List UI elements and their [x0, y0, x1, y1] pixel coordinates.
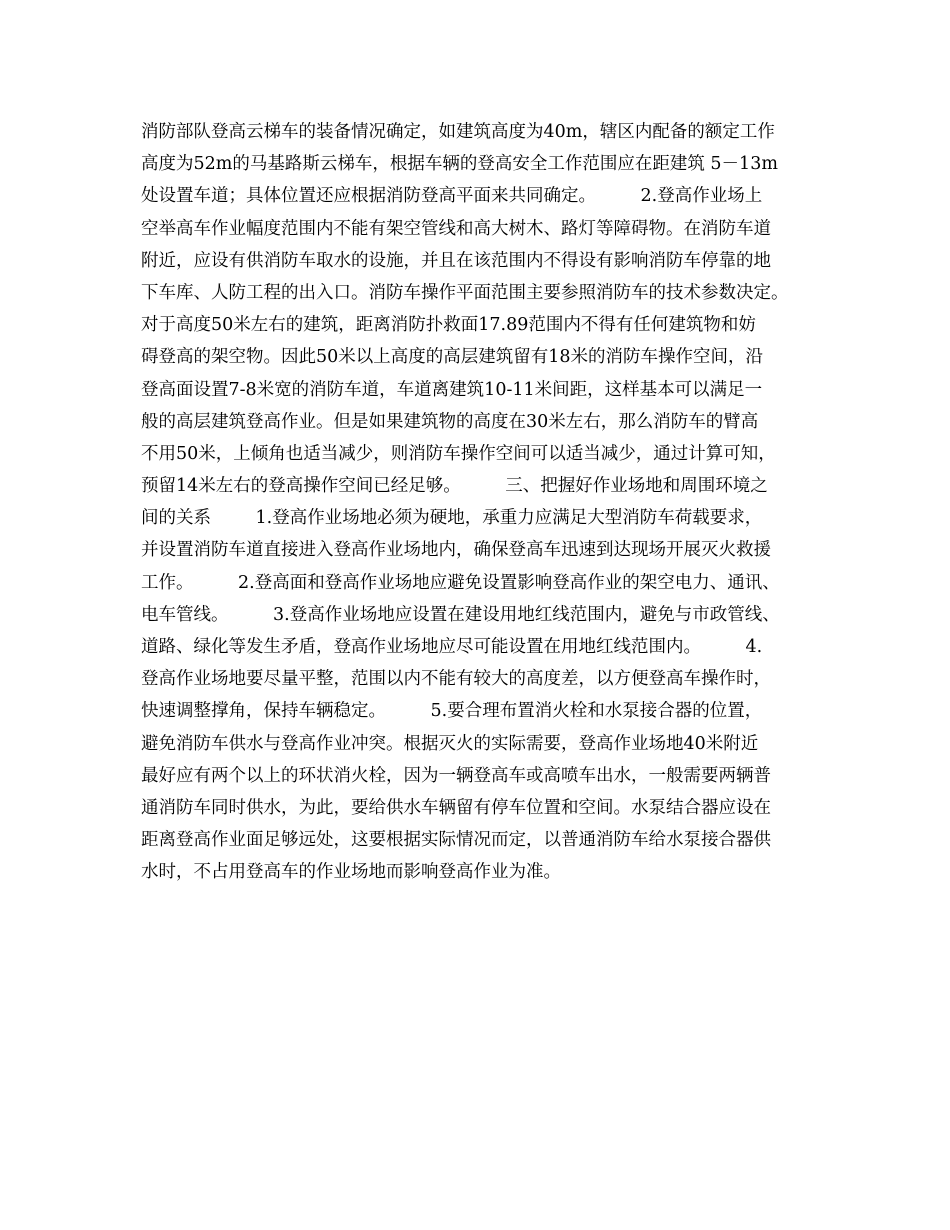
text-line-12: 预留14米左右的登高操作空间已经足够。 三、把握好作业场地和周围环境之 [141, 476, 768, 497]
text-line-14: 并设置消防车道直接进入登高作业场地内，确保登高车迅速到达现场开展灭火救援 [141, 540, 771, 561]
text-line-20: 避免消防车供水与登高作业冲突。根据灭火的实际需要，登高作业场地40米附近 [141, 733, 759, 754]
text-line-19: 快速调整撑角，保持车辆稳定。 5.要合理布置消火栓和水泵接合器的位置， [141, 701, 763, 722]
text-line-18: 登高作业场地要尽量平整，范围以内不能有较大的高度差，以方便登高车操作时， [141, 669, 771, 690]
text-line-3: 处设置车道；具体位置还应根据消防登高平面来共同确定。 2.登高作业场上 [141, 186, 763, 207]
text-line-21: 最好应有两个以上的环状消火栓，因为一辆登高车或高喷车出水，一般需要两辆普 [141, 765, 771, 786]
text-line-9: 登高面设置7-8米宽的消防车道，车道离建筑10-11米间距，这样基本可以满足一 [141, 379, 763, 400]
text-line-7: 对于高度50米左右的建筑，距离消防扑救面17.89范围内不得有任何建筑物和妨 [141, 315, 756, 336]
text-line-22: 通消防车同时供水，为此，要给供水车辆留有停车位置和空间。水泵结合器应设在 [141, 797, 771, 818]
text-line-5: 附近，应设有供消防车取水的设施，并且在该范围内不得设有影响消防车停靠的地 [141, 250, 771, 271]
text-line-16: 电车管线。 3.登高作业场地应设置在建设用地红线范围内，避免与市政管线、 [141, 604, 780, 625]
body-text [141, 116, 831, 889]
text-line-10: 般的高层建筑登高作业。但是如果建筑物的高度在30米左右，那么消防车的臂高 [141, 411, 759, 432]
text-line-8: 碍登高的架空物。因此50米以上高度的高层建筑留有18米的消防车操作空间，沿 [141, 347, 764, 368]
text-line-6: 下车库、人防工程的出入口。消防车操作平面范围主要参照消防车的技术参数决定。 [141, 282, 789, 303]
text-line-4: 空举高车作业幅度范围内不能有架空管线和高大树木、路灯等障碍物。在消防车道 [141, 218, 771, 239]
text-line-15: 工作。 2.登高面和登高作业场地应避免设置影响登高作业的架空电力、通讯、 [141, 572, 780, 593]
text-line-24: 水时，不占用登高车的作业场地而影响登高作业为准。 [141, 862, 561, 883]
text-line-11: 不用50米，上倾角也适当减少，则消防车操作空间可以适当减少，通过计算可知， [141, 443, 776, 464]
text-line-2: 高度为52m的马基路斯云梯车，根据车辆的登高安全工作范围应在距建筑 5－13m [141, 154, 778, 175]
text-line-23: 距离登高作业面足够远处，这要根据实际情况而定，以普通消防车给水泵接合器供 [141, 830, 771, 851]
text-line-13: 间的关系 1.登高作业场地必须为硬地，承重力应满足大型消防车荷载要求， [141, 508, 763, 529]
text-line-1: 消防部队登高云梯车的装备情况确定，如建筑高度为40m，辖区内配备的额定工作 [141, 122, 775, 142]
text-line-17: 道路、绿化等发生矛盾，登高作业场地应尽可能设置在用地红线范围内。 4. [141, 637, 763, 657]
